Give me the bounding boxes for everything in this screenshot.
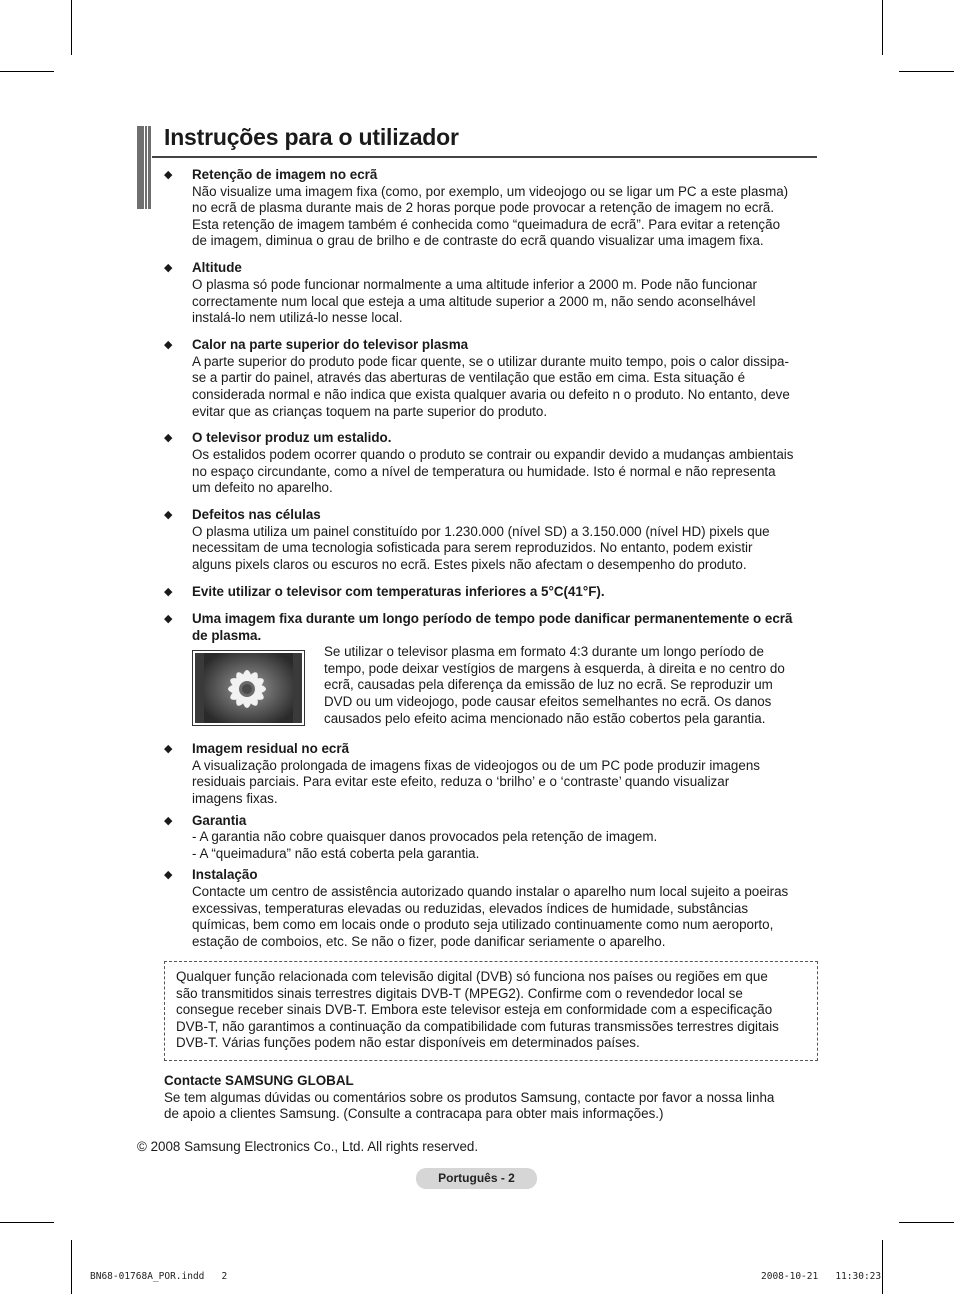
print-slug-file: BN68-01768A_POR.indd 2 [90,1271,228,1282]
list-item [164,584,819,601]
page-title: Instruções para o utilizador [164,124,459,150]
diamond-bullet-icon: ◆ [164,814,173,827]
list-item-with-image [164,611,819,727]
item-title: O televisor produz um estalido. [192,430,392,446]
item-title: Defeitos nas células [192,507,321,523]
list-item [164,867,819,950]
list-item [164,813,819,863]
crop-mark [71,0,72,55]
content [164,167,819,955]
crop-mark [882,0,883,55]
contact-section [164,1073,819,1123]
list-item [164,507,819,573]
page-number-badge: Português - 2 [416,1168,537,1189]
item-body: O plasma só pode funcionar normalmente a uma altitude inferior a 2000 m. Pode não funcionar correctamente num local que esteja a uma altitude superior a 2000 m, não sendo aconselhável instalá-lo nem utilizá-lo nesse local. [192,276,757,326]
item-title: Evite utilizar o televisor com temperaturas inferiores a 5°C(41°F). [192,584,605,600]
item-body: A parte superior do produto pode ficar quente, se o utilizar durante muito tempo, pois o calor dissipa- se a partir do painel, através das aberturas de ventilação que estão em cima. Esta situação é considerada normal e não indica que exista qualquer avaria ou defeito n o produto. No entanto, deve evitar que as crianças toquem na parte superior do produto. [192,353,790,419]
item-title: Imagem residual no ecrã [192,741,350,757]
item-body: - A garantia não cobre quaisquer danos provocados pela retenção de imagem. - A “queimadura” não está coberta pela garantia. [192,829,658,861]
item-title: Uma imagem fixa durante um longo período de tempo pode danificar permanentemente o ecrã de plasma. [192,611,793,643]
dvb-notice-box: Qualquer função relacionada com televisão digital (DVB) só funciona nos países ou regiões em que são transmitidos sinais terrestres digitais DVB-T (MPEG2). Confirme com o revendedor local se consegue receber sinais DVB-T. Embora este televisor esteja em conformidade com a especificação DVB-T, não garantimos a continuação da compatibilidade com futuras transmissões terrestres digitais DVB-T. Várias funções podem não estar disponíveis em determinados países. [164,961,818,1061]
title-rule [152,156,817,158]
diamond-bullet-icon: ◆ [164,509,173,522]
diamond-bullet-icon: ◆ [164,613,173,625]
item-body: A visualização prolongada de imagens fixas de videojogos ou de um PC pode produzir imagens residuais parciais. Para evitar este efeito, reduza o ‘brilho’ e o ‘contraste’ quando visualizar imagens fixas. [192,757,760,806]
crop-mark [0,1222,54,1223]
flower-screen-image [192,650,305,726]
item-body: Contacte um centro de assistência autorizado quando instalar o aparelho num local sujeito a poeiras excessivas, temperaturas elevadas ou reduzidas, elevados índices de humidade, substâncias químicas, bem como em locais onde o produto seja utilizado continuamente como num aeroporto, estação de comboios, etc. Se não o fizer, pode danificar seriamente o aparelho. [192,883,789,949]
item-title: Garantia [192,812,247,828]
crop-mark [899,71,954,72]
contact-body: Se tem algumas dúvidas ou comentários sobre os produtos Samsung, contacte por favor a nossa linha de apoio a clientes Samsung. (Consulte a contracapa para obter mais informações.) [164,1089,775,1122]
diamond-bullet-icon: ◆ [164,743,173,756]
diamond-bullet-icon: ◆ [164,432,173,445]
item-title: Instalação [192,867,258,883]
list-item [164,260,819,326]
list-item [164,167,819,250]
list-item [164,741,819,807]
crop-mark [882,1240,883,1294]
list-item [164,430,819,496]
diamond-bullet-icon: ◆ [164,262,173,275]
diamond-bullet-icon: ◆ [164,339,173,352]
diamond-bullet-icon: ◆ [164,586,173,599]
print-slug-date: 2008-10-21 11:30:23 [761,1271,882,1282]
item-title: Retenção de imagem no ecrã [192,167,378,182]
item-body: O plasma utiliza um painel constituído por 1.230.000 (nível SD) a 3.150.000 (nível HD) pixels que necessitam de uma tecnologia sofisticada para serem reproduzidos. No entanto, podem existir alguns pixels claros ou escuros no ecrã. Estes pixels não afectam o desempenho do produto. [192,523,770,573]
item-body: Não visualize uma imagem fixa (como, por exemplo, um videojogo ou se ligar um PC a este plasma) no ecrã de plasma durante mais de 2 horas porque pode provocar a retenção de imagem no ecrã. Esta retenção de imagem também é conhecida como “queimadura de ecrã”. Para evitar a retenção de imagem, diminua o grau de brilho e de contraste do ecrã quando visualizar uma imagem fixa. [192,183,789,249]
item-title: Calor na parte superior do televisor plasma [192,337,469,353]
item-body: Os estalidos podem ocorrer quando o produto se contrair ou expandir devido a mudanças ambientais no espaço circundante, como a nível de temperatura ou humidade. Isto é normal e não representa um defeito no aparelho. [192,447,794,496]
crop-mark [0,71,54,72]
copyright: © 2008 Samsung Electronics Co., Ltd. All rights reserved. [137,1139,479,1154]
crop-mark [71,1240,72,1294]
list-item [164,337,819,420]
diamond-bullet-icon: ◆ [164,869,173,882]
crop-mark [899,1222,954,1223]
image-item-body: Se utilizar o televisor plasma em formato 4:3 durante um longo período de tempo, pode deixar vestígios de margens à esquerda, à direita e no centro do ecrã, causadas pela diferença da emissão de luz no ecrã. Se reproduzir um DVD ou um videojogo, pode causar efeitos semelhantes no ecrã. Os danos causados pelo efeito acima mencionado não estão cobertos pela garantia. [324,644,785,726]
flower-picture-icon [195,653,302,723]
contact-title: Contacte SAMSUNG GLOBAL [164,1073,354,1088]
diamond-bullet-icon: ◆ [164,169,173,181]
item-title: Altitude [192,260,242,276]
image-block [192,644,819,727]
